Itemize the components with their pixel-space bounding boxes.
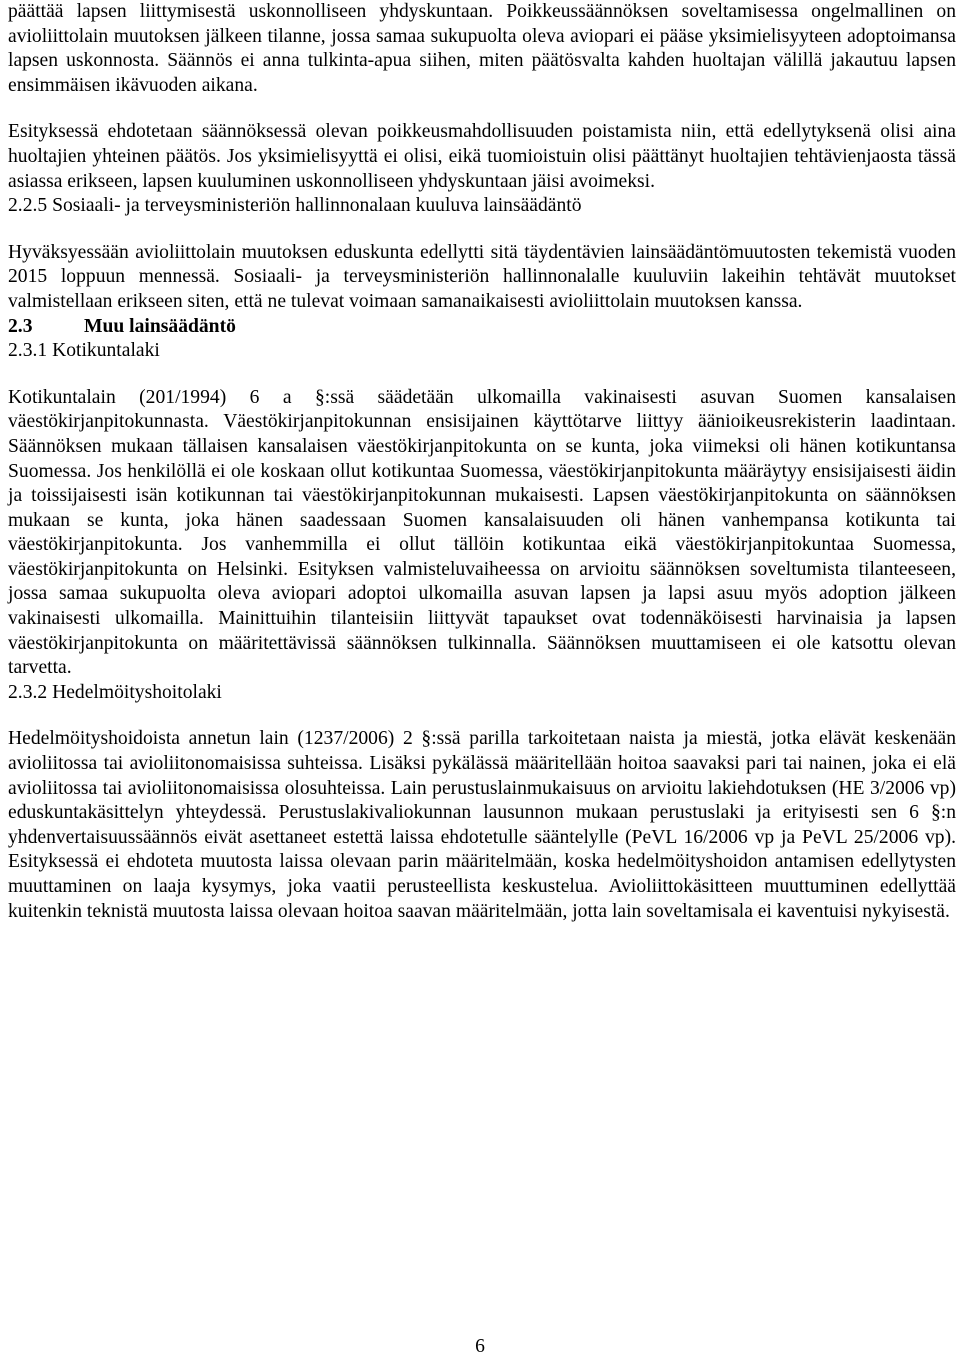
page-number: 6	[475, 1336, 485, 1357]
section-heading-2-3	[8, 315, 956, 340]
paragraph-section-2-2-5: Hyväksyessään avioliittolain muutoksen eduskunta edellytti sitä täydentävien lainsäädäntömuutosten tekemistä vuoden 2015 loppuun mennessä. Sosiaali- ja terveysministeriön hallinnonalalle kuuluviin lakeihin tehtävät muutokset valmistellaan erikseen siten, että ne tulevat voimaan samanaikaisesti avioliittolain muutoksen kanssa.	[8, 241, 956, 312]
section-title: Muu lainsäädäntö	[84, 315, 236, 337]
document-page	[8, 0, 956, 924]
paragraph-section-2-3-1: Kotikuntalain (201/1994) 6 a §:ssä säädetään ulkomailla vakinaisesti asuvan Suomen kansalaisen väestökirjanpitokunnasta. Väestökirjanpitokunnan ensisijainen käyttötarve liittyy äänioikeusrekisterin laadintaan. Säännöksen mukaan tällaisen kansalaisen väestökirjanpitokunta on se kunta, joka viimeksi oli hänen kotikuntansa Suomessa. Jos henkilöllä ei ole koskaan ollut kotikuntaa Suomessa, väestökirjanpitokunta määräytyy ensisijaisesti äidin ja toissijaisesti isän kotikunnan tai väestökirjanpitokunnan mukaisesti. Lapsen väestökirjanpitokunta on säännöksen mukaan se kunta, joka hänen saadessaan Suomen kansalaisuuden oli hänen vanhempansa kotikunta tai väestökirjanpitokunta. Jos vanhemmilla ei ollut tällöin kotikuntaa eikä väestökirjanpitokuntaa Suomessa, väestökirjanpitokunta on Helsinki. Esityksen valmisteluvaiheessa on arvioitu säännöksen soveltumista tilanteeseen, jossa samaa sukupuolta oleva aviopari adoptoi ulkomailla asuvan lapsen ja lapsi asuu myös adoption jälkeen vakinaisesti ulkomailla. Mainittuihin tilanteisiin liittyvät tapaukset ovat todennäköisesti harvinaisia ja lapsen väestökirjanpitokunta on määritettävissä säännöksen tulkinnalla. Säännöksen muuttamiseen ei ole katsottu olevan tarvetta.	[8, 386, 956, 679]
paragraph-section-2-3-2: Hedelmöityshoidoista annetun lain (1237/2006) 2 §:ssä parilla tarkoitetaan naista ja miestä, jotka elävät keskenään avioliitossa tai avioliitonomaisissa suhteissa. Lisäksi pykälässä määritellään hoitoa saavaksi pari tai nainen, joka ei elä avioliitossa tai avioliitonomaisissa olosuhteissa. Lain perustuslainmukaisuus on arvioitu lakiehdotuksen (HE 3/2006 vp) eduskuntakäsittelyn yhteydessä. Perustuslakivaliokunnan lausunnon mukaan perustuslaki ja erityisesti sen 6 §:n yhdenvertaisuussäännös eivät asettaneet estettä laissa ehdotetulle sääntelylle (PeVL 16/2006 vp ja PeVL 25/2006 vp). Esityksessä ei ehdoteta muutosta laissa olevaan parin määritelmään, koska hedelmöityshoidon antamisen edellytysten muuttaminen on laaja kysymys, joka vaatii perusteellista keskustelua. Avioliittokäsitteen muuttuminen edellyttää kuitenkin teknistä muutosta laissa olevaan hoitoa saavan määritelmään, jotta lain soveltamisala ei kaventuisi nykyisestä.	[8, 728, 956, 922]
paragraph-continuation: päättää lapsen liittymisestä uskonnolliseen yhdyskuntaan. Poikkeussäännöksen soveltamisessa ongelmallinen on avioliittolain muutoksen jälkeen tilanne, jossa samaa sukupuolta oleva aviopari ei pääse yksimielisyyteen adoptoimansa lapsen uskonnosta. Säännös ei anna tulkinta-apua siihen, miten päätösvalta kahden huoltajan välillä jakautuu lapsen ensimmäisen ikävuoden aikana.	[8, 1, 956, 96]
section-number: 2.3	[8, 315, 33, 337]
section-heading-2-3-2: 2.3.2 Hedelmöityshoitolaki	[8, 681, 222, 703]
section-heading-2-3-1: 2.3.1 Kotikuntalaki	[8, 340, 160, 362]
section-heading-2-2-5: 2.2.5 Sosiaali- ja terveysministeriön hallinnonalaan kuuluva lainsäädäntö	[8, 195, 582, 217]
paragraph-proposal: Esityksessä ehdotetaan säännöksessä olevan poikkeusmahdollisuuden poistamista niin, että edellytyksenä olisi aina huoltajien yhteinen päätös. Jos yksimielisyyttä ei olisi, eikä tuomioistuin olisi päättänyt huoltajien tehtävienjaosta tässä asiassa erikseen, lapsen kuuluminen uskonnolliseen yhdyskuntaan jäisi avoimeksi.	[8, 121, 956, 192]
